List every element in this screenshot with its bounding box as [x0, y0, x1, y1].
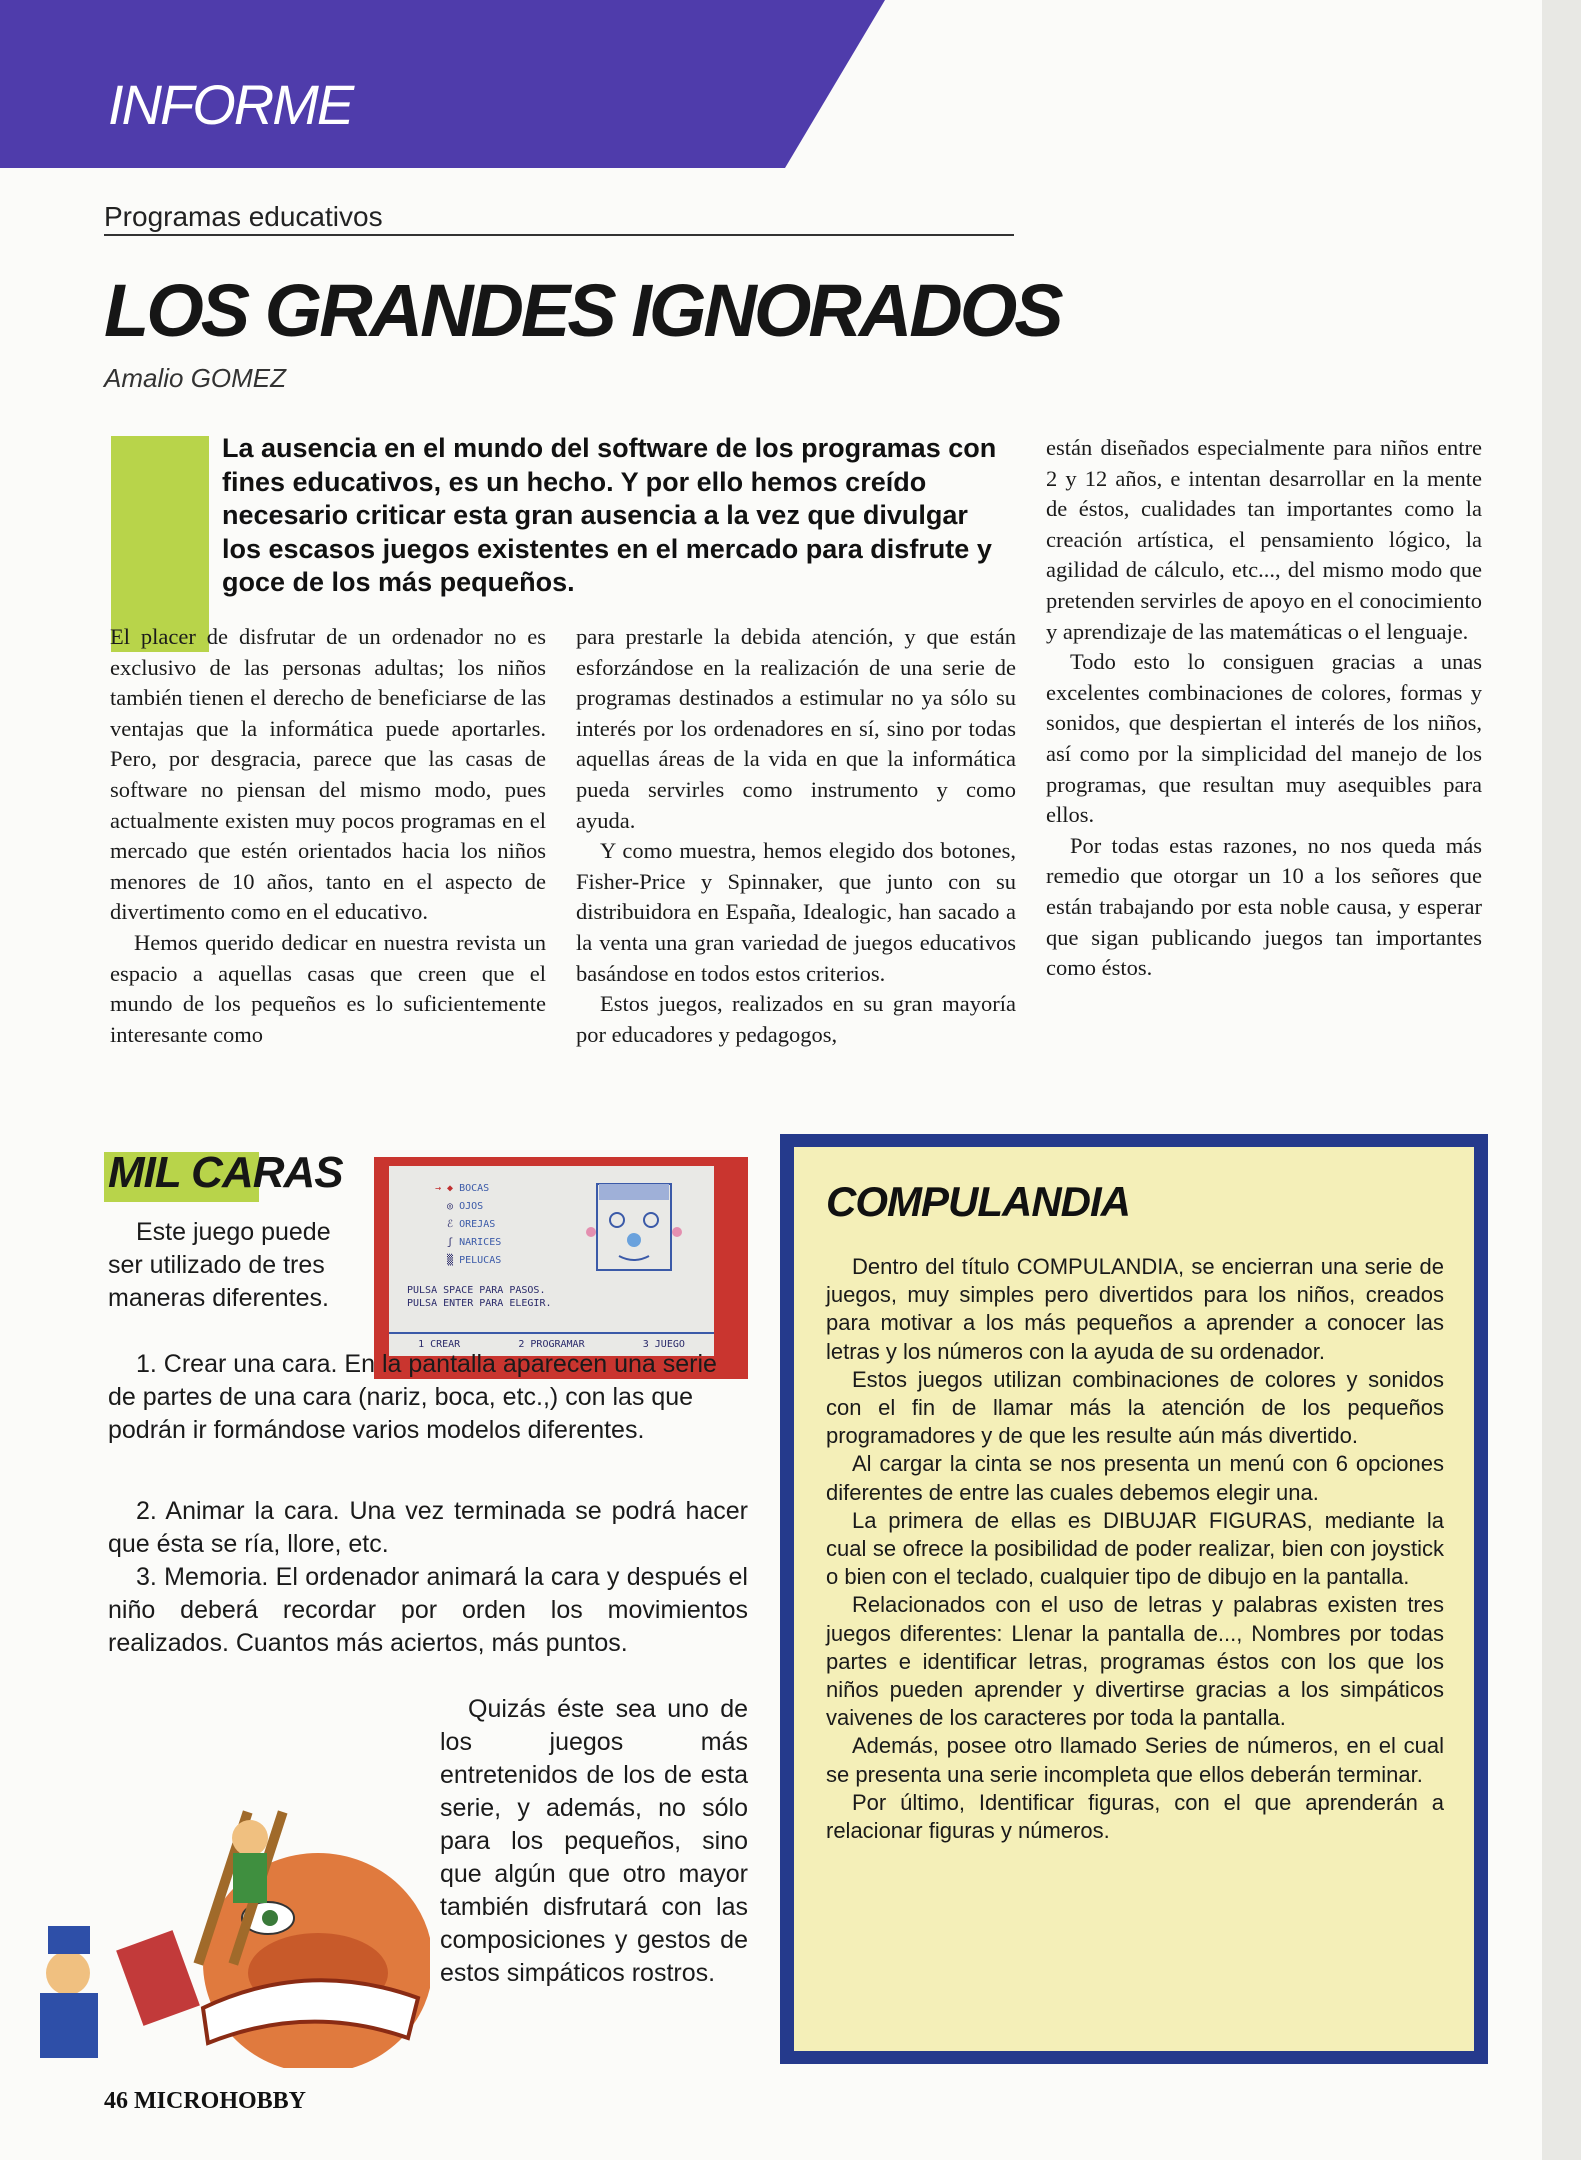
compulandia-title: COMPULANDIA: [826, 1178, 1130, 1225]
section-label: INFORME: [108, 73, 353, 136]
lead-accent-bar: [111, 436, 209, 652]
mil-caras-step-1-text: 1. Crear una cara. En la pantalla aparecen una serie de partes de una cara (nariz, boca, etc.,) con las que podrán ir formándose varios modelos diferentes.: [108, 1350, 717, 1444]
screen-menu-item: ◎ OJOS: [435, 1201, 484, 1212]
screen-prompt: PULSA SPACE PARA PASOS.: [407, 1285, 546, 1296]
page-edge: [1542, 0, 1581, 2160]
body-paragraph: Todo esto lo consiguen gracias a unas excelentes combinaciones de colores, formas y sonidos, que despiertan el interés de los niños, así como por la simplicidad del manejo de los programas, que resultan muy asequibles para ellos.: [1046, 649, 1482, 828]
screen-menu-item: ▒ PELUCAS: [435, 1255, 502, 1266]
page-title: LOS GRANDES IGNORADOS: [104, 269, 1061, 352]
compulandia-paragraph: Por último, Identificar figuras, con el que aprenderán a relacionar figuras y números.: [826, 1789, 1444, 1844]
screen-menu-item: ʃ NARICES: [435, 1237, 502, 1248]
mil-caras-closing-text: Quizás éste sea uno de los juegos más entretenidos de los de esta serie, y además, no sólo para los pequeños, sino que algún que otro mayor también disfrutará con las composiciones y gestos de estos simpáticos rostros.: [440, 1695, 748, 1987]
compulandia-paragraph: Al cargar la cinta se nos presenta un menú con 6 opciones diferentes de entre las cuales debemos elegir una.: [826, 1451, 1444, 1505]
screen-status-item: 1 CREAR: [418, 1339, 461, 1350]
mil-caras-step-1: [108, 1348, 748, 1447]
kicker: Programas educativos: [104, 201, 383, 232]
screen-menu-item: → ◆ BOCAS: [435, 1183, 490, 1194]
screen-prompt: PULSA ENTER PARA ELEGIR.: [407, 1298, 552, 1309]
body-paragraph: Y como muestra, hemos elegido dos botones, Fisher-Price y Spinnaker, que junto con su distribuidora en España, Idealogic, han sacado a la venta una gran variedad de juegos educativos basándose en todos estos criterios.: [576, 838, 1016, 986]
mil-caras-intro-text: Este juego puede ser utilizado de tres maneras diferentes.: [108, 1218, 331, 1312]
article-column-1: [110, 622, 546, 1050]
mil-caras-steps: [108, 1495, 748, 1660]
face-icon: [575, 1174, 693, 1292]
mil-caras-closing: [440, 1693, 748, 1990]
mil-caras-title: MIL CARAS: [108, 1148, 343, 1197]
compulandia-paragraph: Estos juegos utilizan combinaciones de colores y sonidos con el fin de llamar más la atención de los pequeños programadores y de que les resulte aún más divertido.: [826, 1366, 1444, 1449]
body-paragraph: Hemos querido dedicar en nuestra revista un espacio a aquellas casas que creen que el mundo de los pequeños es lo suficientemente interesante como: [110, 929, 546, 1047]
body-paragraph: Estos juegos, realizados en su gran mayoría por educadores y pedagogos,: [576, 991, 1016, 1047]
compulandia-paragraph: La primera de ellas es DIBUJAR FIGURAS, mediante la cual se ofrece la posibilidad de poder realizar, bien con joystick o bien con el teclado, cualquier tipo de dibujo en la pantalla.: [826, 1507, 1444, 1590]
screen-prompts: [407, 1284, 552, 1310]
screen-status-item: 3 JUEGO: [642, 1339, 685, 1350]
game-screenshot: [389, 1166, 714, 1356]
hat-figure: [48, 1926, 90, 1954]
cartoon-illustration: [18, 1788, 430, 2068]
screen-menu: [435, 1180, 501, 1270]
article-column-2: [576, 622, 1016, 1050]
mil-caras-step-2: 2. Animar la cara. Una vez terminada se podrá hacer que ésta se ría, llore, etc.: [108, 1497, 748, 1558]
lead-paragraph: La ausencia en el mundo del software de los programas con fines educativos, es un hecho. Y por ello hemos creído necesario criticar esta gran ausencia a la vez que divulgar los escasos juegos existentes en el mercado para disfrute y goce de los más pequeños.: [222, 433, 997, 597]
page-footer: 46 MICROHOBBY: [104, 2088, 307, 2114]
screen-status-item: 2 PROGRAMAR: [518, 1339, 585, 1350]
compulandia-paragraph: Además, posee otro llamado Series de números, en el cual se presenta una serie incompleta que ellos deberán terminar.: [826, 1733, 1444, 1787]
body-paragraph: Por todas estas razones, no nos queda más remedio que otorgar un 10 a los señores que están trabajando por esta noble causa, y esperar que sigan publicando juegos tan importantes como éstos.: [1046, 832, 1482, 981]
kicker-rule: [104, 234, 1014, 236]
mil-caras-intro: [108, 1216, 353, 1315]
child-figure: [232, 1820, 268, 1856]
byline: Amalio GOMEZ: [104, 363, 287, 393]
compulandia-paragraph: Dentro del título COMPULANDIA, se encierran una serie de juegos, muy simples pero divertidos para los niños, creados para motivar a los más pequeños a aprender a conocer las letras y los números con la ayuda de su ordenador.: [826, 1254, 1444, 1364]
body-paragraph: están diseñados especialmente para niños entre 2 y 12 años, e intentan desarrollar en la mente de éstos, cualidades tan importantes como la creación artística, el pensamiento lógico, la agilidad de cálculo, etc..., del mismo modo que pretenden servirles de apoyo en el conocimiento y aprendizaje de las matemáticas o el lenguaje.: [1046, 435, 1482, 644]
compulandia-paragraph: Relacionados con el uso de letras y palabras existen tres juegos diferentes: Llenar la pantalla de..., Nombres por todas partes e identificar letras, programas éstos con los que los niños pueden aprender y divertirse gracias a los simpáticos vaivenes de los caracteres por toda la pantalla.: [826, 1592, 1444, 1731]
body-paragraph: El placer de disfrutar de un ordenador no es exclusivo de las personas adultas; los niños también tienen el derecho de beneficiarse de las ventajas que la informática puede aportarles. Pero, por desgracia, parece que las casas de software no piensan del mismo modo, pues actualmente existen muy pocos programas en el mercado que estén orientados hacia los niños menores de 10 años, tanto en el aspecto de divertimento como en el educativo.: [110, 624, 546, 925]
mil-caras-step-3: 3. Memoria. El ordenador animará la cara y después el niño deberá recordar por orden los movimientos realizados. Cuantos más aciertos, más puntos.: [108, 1563, 748, 1657]
body-paragraph: para prestarle la debida atención, y que están esforzándose en la realización de una serie de programas destinados a estimular no ya sólo su interés por los ordenadores en sí, sino por todas aquellas áreas de la vida en que la informática pueda servirles como instrumento y como ayuda.: [576, 624, 1016, 833]
article-column-3: [1046, 433, 1482, 984]
screen-menu-item: ℰ OREJAS: [435, 1219, 496, 1230]
compulandia-body: [826, 1253, 1444, 1845]
